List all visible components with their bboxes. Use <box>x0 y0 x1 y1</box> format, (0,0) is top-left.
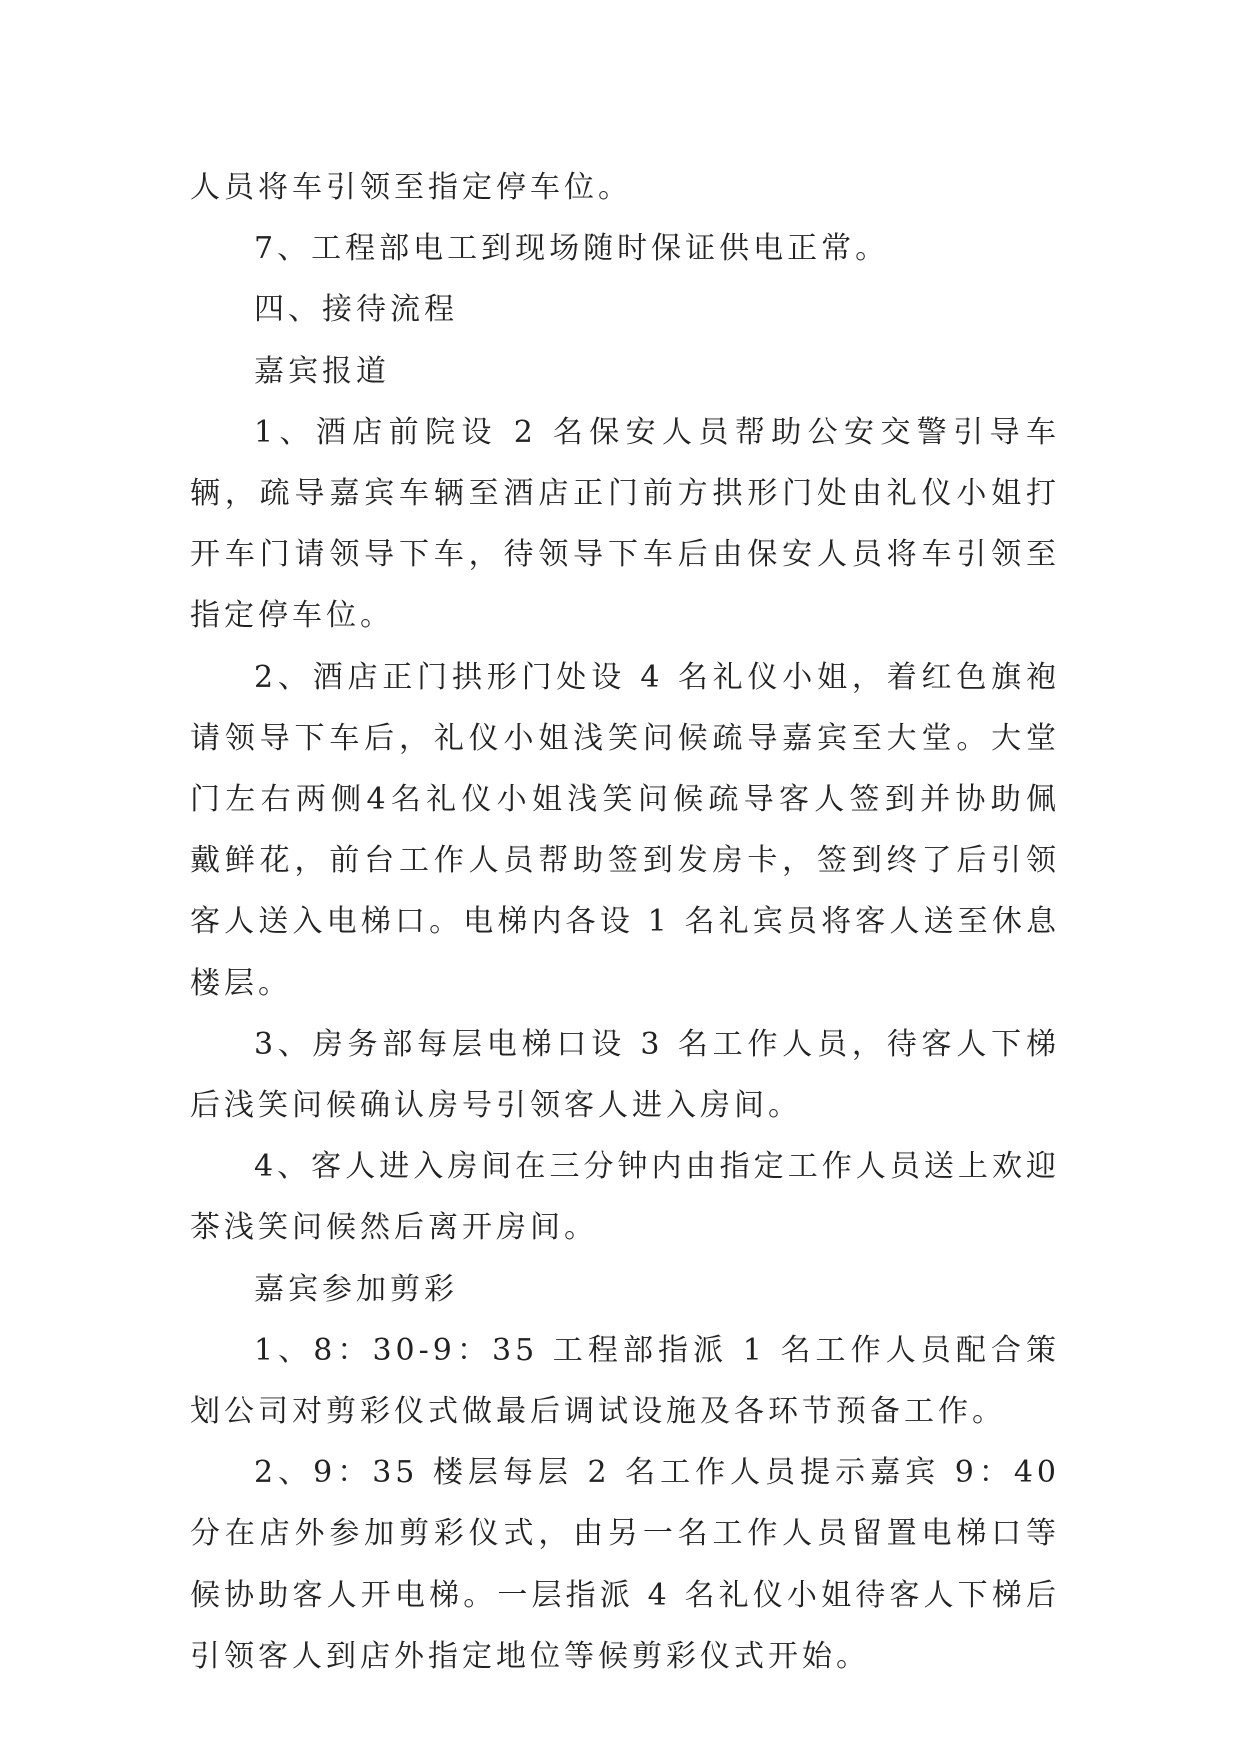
paragraph-arrival-item-4: 4、客人进入房间在三分钟内由指定工作人员送上欢迎茶浅笑问候然后离开房间。 <box>190 1149 1060 1246</box>
subheading-ribbon-cutting: 嘉宾参加剪彩 <box>254 1271 458 1307</box>
section-heading-reception-process: 四、接待流程 <box>254 292 458 328</box>
paragraph-ribbon-item-2: 2、9：35 楼层每层 2 名工作人员提示嘉宾 9：40 分在店外参加剪彩仪式，由另一名工作人员留置电梯口等候协助客人开电梯。一层指派 4 名礼仪小姐待客人下梯后引领客人到店外指定地位等候剪彩仪式开始。 <box>190 1455 1060 1674</box>
paragraph-continuation: 人员将车引领至指定停车位。 <box>190 170 632 205</box>
paragraph-arrival-item-2: 2、酒店正门拱形门处设 4 名礼仪小姐，着红色旗袍请领导下车后，礼仪小姐浅笑问候疏导嘉宾至大堂。大堂门左右两侧4名礼仪小姐浅笑问候疏导客人签到并协助佩戴鲜花，前台工作人员帮助签到发房卡，签到终了后引领客人送入电梯口。电梯内各设 1 名礼宾员将客人送至休息楼层。 <box>190 659 1060 1001</box>
paragraph-ribbon-item-1: 1、8：30-9：35 工程部指派 1 名工作人员配合策划公司对剪彩仪式做最后调试设施及各环节预备工作。 <box>190 1332 1060 1430</box>
paragraph-item-7-electrician: 7、工程部电工到现场随时保证供电正常。 <box>254 231 890 267</box>
paragraph-arrival-item-3: 3、房务部每层电梯口设 3 名工作人员，待客人下梯后浅笑问候确认房号引领客人进入房间。 <box>190 1026 1060 1124</box>
paragraph-arrival-item-1: 1、酒店前院设 2 名保安人员帮助公安交警引导车辆，疏导嘉宾车辆至酒店正门前方拱形门处由礼仪小姐打开车门请领导下车，待领导下车后由保安人员将车引领至指定停车位。 <box>190 414 1060 634</box>
subheading-guest-arrival: 嘉宾报道 <box>254 353 390 389</box>
document-page <box>190 157 1060 1687</box>
